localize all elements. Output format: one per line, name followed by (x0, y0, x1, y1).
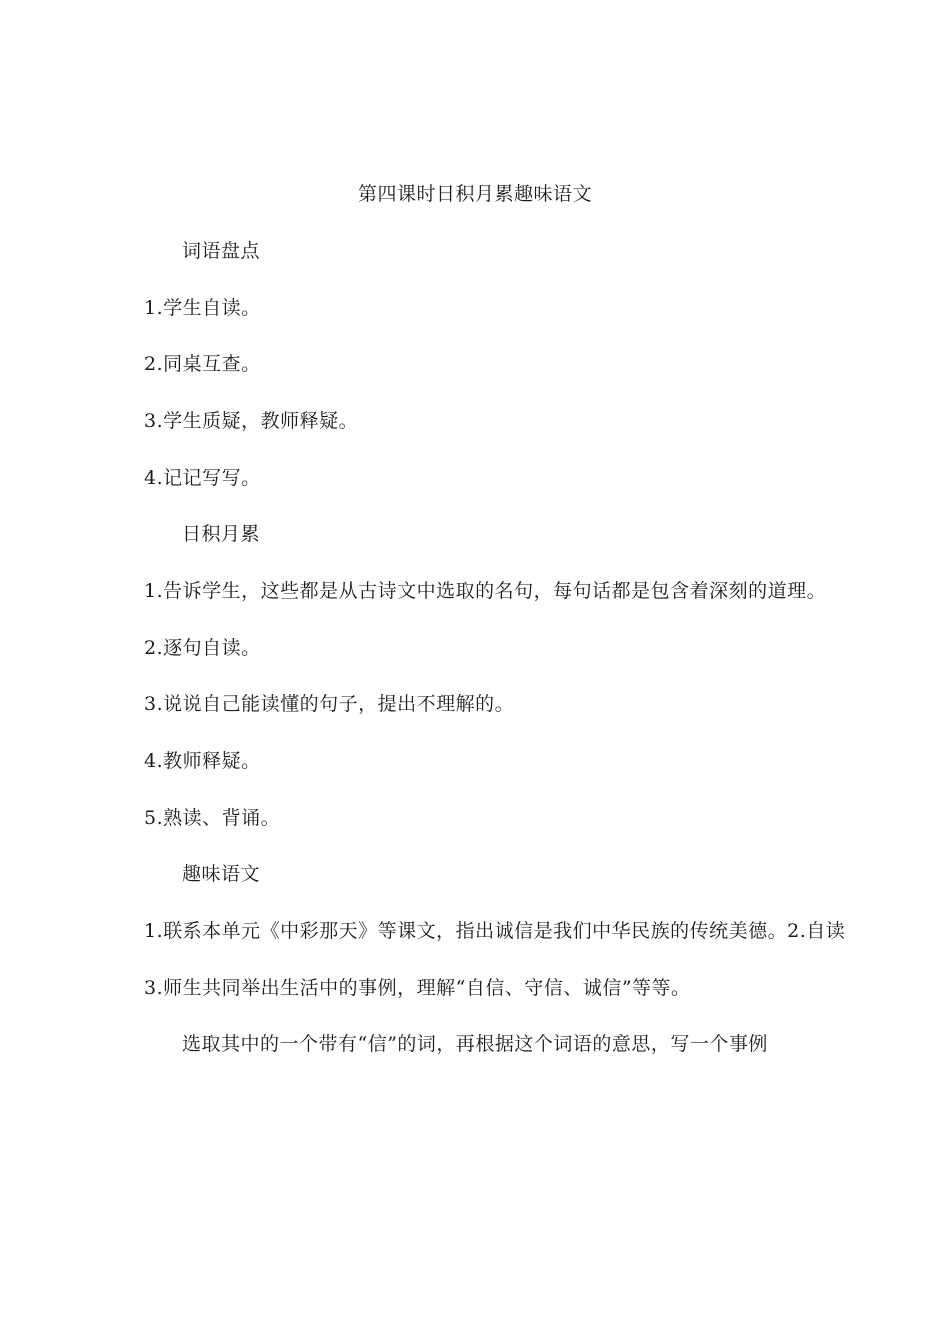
list-item: 4.记记写写。 (144, 467, 261, 489)
list-item: 3.学生质疑，教师释疑。 (144, 410, 359, 432)
list-item: 1.学生自读。 (144, 297, 261, 319)
list-item: 2.同桌互查。 (144, 353, 261, 375)
section-heading-daily-accumulation: 日积月累 (182, 523, 261, 545)
list-item: 3.说说自己能读懂的句子，提出不理解的。 (144, 693, 515, 715)
list-item: 3.师生共同举出生活中的事例，理解“自信、守信、诚信”等等。 (144, 977, 691, 999)
page-title: 第四课时日积月累趣味语文 (357, 183, 592, 205)
list-item: 5.熟读、背诵。 (144, 807, 281, 829)
section-heading-fun-chinese: 趣味语文 (182, 863, 261, 885)
list-item: 2.逐句自读。 (144, 637, 261, 659)
body-paragraph: 选取其中的一个带有“信”的词，再根据这个词语的意思，写一个事例 (182, 1033, 768, 1055)
list-item: 4.教师释疑。 (144, 750, 261, 772)
list-item: 1.告诉学生，这些都是从古诗文中选取的名句，每句话都是包含着深刻的道理。 (144, 580, 827, 602)
list-item: 1.联系本单元《中彩那天》等课文，指出诚信是我们中华民族的传统美德。2.自读 (144, 920, 846, 942)
section-heading-vocabulary: 词语盘点 (182, 240, 261, 262)
